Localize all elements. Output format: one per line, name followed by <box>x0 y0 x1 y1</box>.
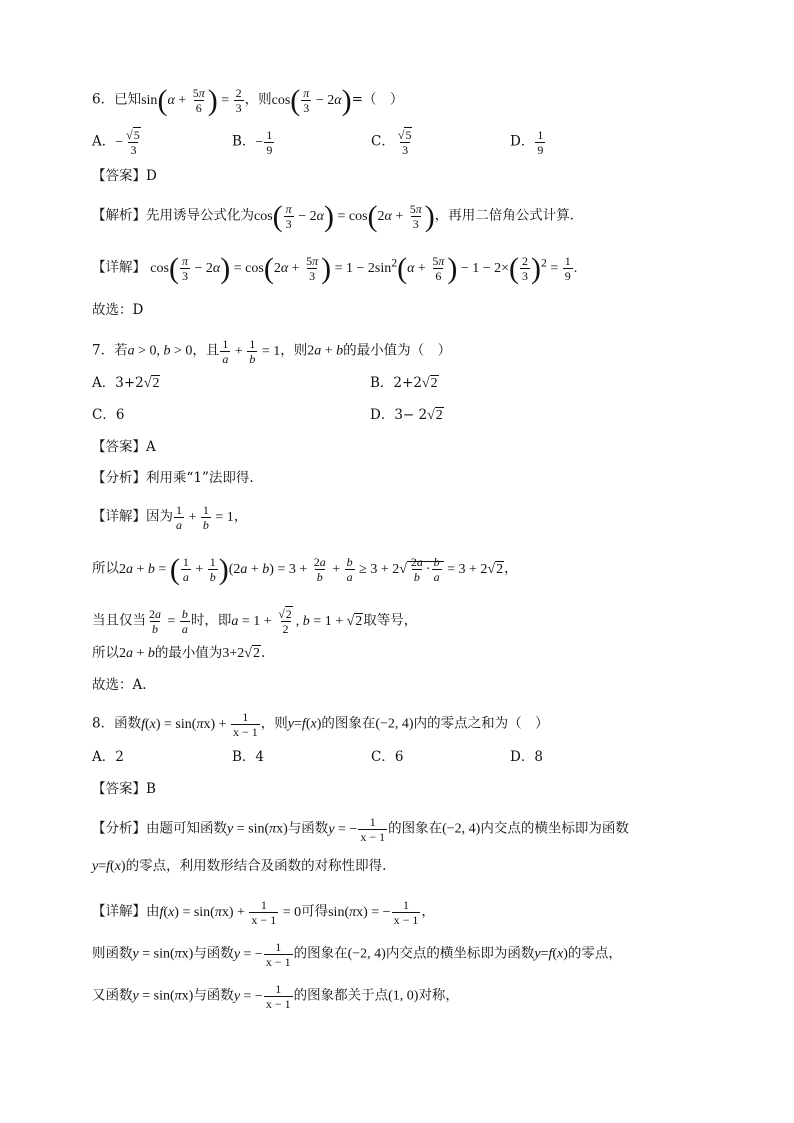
q7-detail-3: 当且仅当 $\frac{2a}{b}$ = $\frac{b}{a}$ 时，即a = 1 + $\frac{√2}{2}$ , b = 1 + √2取等号， <box>92 607 418 636</box>
q7-detail-4: 所以2a + b的最小值为3+2√2. <box>92 645 266 661</box>
q8-detail-1: 【详解】由f(x) = sin(πx) + $\frac{1}{x - 1}$ = 0可得sin(πx) = − $\frac{1}{x - 1}$ ， <box>92 898 435 927</box>
q7-option-b: B．2+2√2 <box>370 375 438 391</box>
q6-option-b: B．− $\frac{1}{9}$ <box>232 128 273 157</box>
q7-analysis: 【分析】利用乘“1”法即得. <box>92 470 254 486</box>
q8-option-d: D．8 <box>510 749 543 765</box>
q6-stem-mid: ，则 <box>244 91 272 108</box>
q6-detail: 【详解】 cos( $\frac{\pi}{3}$ − 2α) = cos(2α + $\frac{5\pi}{3}$ ) = $1 - 2\sin^2(\alpha$ + $\frac{5\pi}{6}$ ) − 1 − 2×( $\frac{2}{3}$ )$^2$ = $\frac{1}{9}$ . <box>92 251 578 285</box>
q8-detail-2: 则函数y = sin(πx)与函数y = − $\frac{1}{x - 1}$ 的图象在(−2, 4)内交点的横坐标即为函数y=f(x)的零点， <box>92 940 622 969</box>
q6-target-expr: cos( $\frac{\pi}{3}$ − 2α) <box>271 83 352 117</box>
q7-option-d: D．3− 2√2 <box>370 407 443 423</box>
q6-stem-suffix: =（ ） <box>351 91 404 108</box>
q8-option-c: C．6 <box>371 749 404 765</box>
q8-option-a: A．2 <box>92 749 124 765</box>
q6-stem-prefix: 6．已知 <box>92 91 142 108</box>
q6-conclusion: 故选：D <box>92 302 144 318</box>
q6-option-a: A．− $\frac{√5}{3}$ <box>92 128 140 157</box>
q8-analysis-1: 【分析】由题可知函数y = sin(πx)与函数y = − $\frac{1}{x - 1}$ 的图象在(−2, 4)内交点的横坐标即为函数 <box>92 815 629 844</box>
q6-answer: 【答案】D <box>92 168 157 184</box>
q6-analysis: 【解析】先用诱导公式化为cos( $\frac{\pi}{3}$ − 2α) = cos(2α + $\frac{5\pi}{3}$ )，再用二倍角公式计算． <box>92 199 584 233</box>
q6-given-expr: sin(α + $\frac{5\pi}{6}$ ) = $\frac{2}{3}$ <box>141 83 242 117</box>
q6-stem <box>92 83 404 117</box>
q7-answer: 【答案】A <box>92 439 156 455</box>
q6-option-c: C． $\frac{√5}{3}$ <box>371 128 412 157</box>
q7-conclusion: 故选：A. <box>92 677 147 693</box>
q7-option-c: C．6 <box>92 407 125 423</box>
q8-option-b: B．4 <box>232 749 265 765</box>
q6-option-d: D． $\frac{1}{9}$ <box>510 128 544 157</box>
q7-detail-1: 【详解】因为 $\frac{1}{a}$ + $\frac{1}{b}$ = 1， <box>92 503 248 532</box>
q8-answer: 【答案】B <box>92 781 156 797</box>
q8-detail-3: 又函数y = sin(πx)与函数y = − $\frac{1}{x - 1}$ 的图象都关于点(1, 0)对称， <box>92 982 459 1011</box>
q8-stem: 8．函数f(x) = sin(πx) + $\frac{1}{x - 1}$ ，则y=f(x)的图象在(−2, 4)内的零点之和为（ ） <box>92 710 549 739</box>
q7-detail-2: 所以2a + b = ( $\frac{1}{a}$ + $\frac{1}{b}$ )(2a + b) = 3 + $\frac{2a}{b}$ + $\frac{b}{a}$ ≥ 3 + 2√ $\frac{2a}{b}$ · $\frac{b}{a}$ = 3 + 2√2， <box>92 552 518 586</box>
q8-analysis-2: y=f(x)的零点，利用数形结合及函数的对称性即得. <box>92 858 387 874</box>
q7-stem: 7．若a > 0, b > 0，且 $\frac{1}{a}$ + $\frac{1}{b}$ = 1，则2a + b的最小值为（ ） <box>92 337 452 366</box>
q7-option-a: A．3+2√2 <box>92 375 160 391</box>
